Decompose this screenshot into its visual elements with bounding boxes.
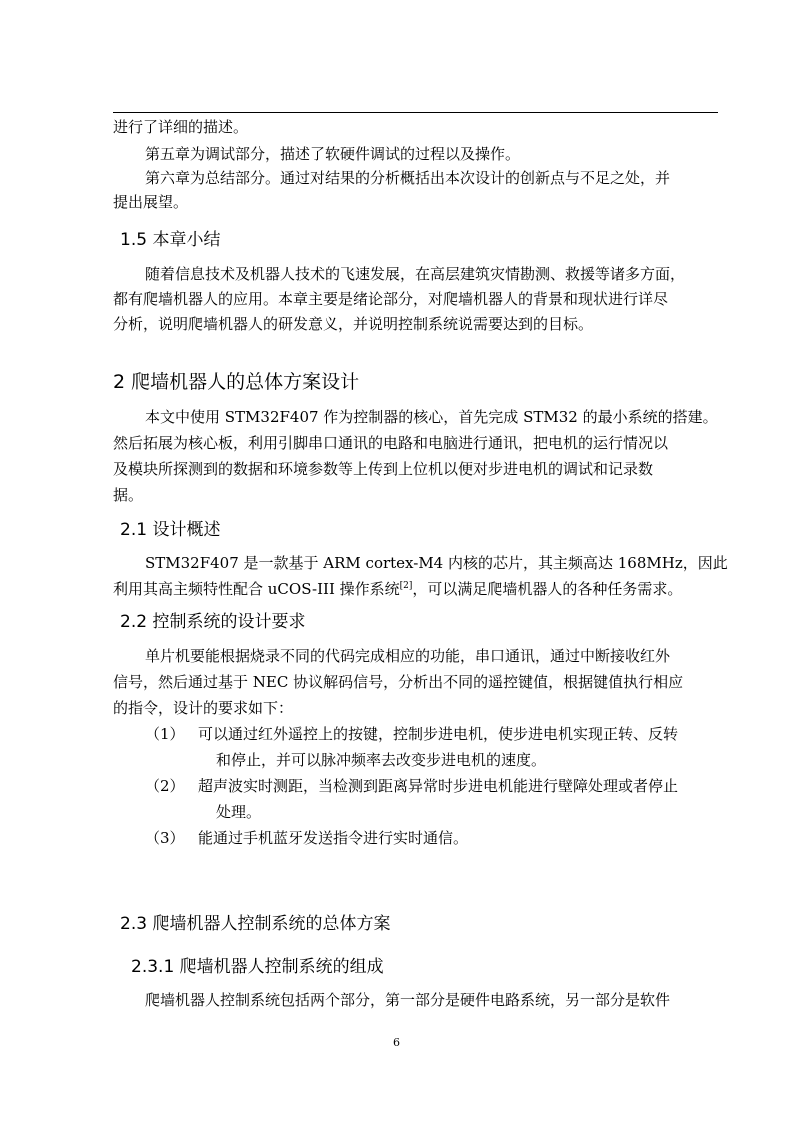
paragraph-line: 随着信息技术及机器人技术的飞速发展，在高层建筑灾情勘测、救援等诸多方面， — [145, 265, 686, 283]
section-heading: 2.3 爬墙机器人控制系统的总体方案 — [120, 914, 391, 934]
list-item-text: 和停止，并可以脉冲频率去改变步进电机的速度。 — [216, 751, 547, 769]
section-heading: 2.2 控制系统的设计要求 — [120, 612, 306, 632]
paragraph-line: 都有爬墙机器人的应用。本章主要是绪论部分，对爬墙机器人的背景和现状进行详尽 — [113, 290, 669, 308]
paragraph-line: 进行了详细的描述。 — [113, 118, 249, 136]
chapter-heading: 2 爬墙机器人的总体方案设计 — [113, 371, 360, 393]
paragraph-line: 爬墙机器人控制系统包括两个部分，第一部分是硬件电路系统，另一部分是软件 — [145, 991, 671, 1009]
list-item-text: 处理。 — [216, 803, 262, 821]
subsection-heading: 2.3.1 爬墙机器人控制系统的组成 — [131, 957, 384, 977]
paragraph-line: 单片机要能根据烧录不同的代码完成相应的功能，串口通讯，通过中断接收红外 — [145, 647, 671, 665]
paragraph-line: 本文中使用 STM32F407 作为控制器的核心，首先完成 STM32 的最小系统的搭建。 — [145, 408, 718, 426]
paragraph-line: 第六章为总结部分。通过对结果的分析概括出本次设计的创新点与不足之处，并 — [145, 169, 671, 187]
paragraph-line: 分析，说明爬墙机器人的研发意义，并说明控制系统说需要达到的目标。 — [113, 315, 594, 333]
list-item-text: 能通过手机蓝牙发送指令进行实时通信。 — [198, 829, 469, 847]
paragraph-line: STM32F407 是一款基于 ARM cortex-M4 内核的芯片，其主频高达 168MHz，因此 — [145, 554, 728, 572]
list-item-text: 超声波实时测距，当检测到距离异常时步进电机能进行壁障处理或者停止 — [198, 777, 679, 795]
header-rule — [113, 112, 718, 113]
list-item-text: 可以通过红外遥控上的按键，控制步进电机，使步进电机实现正转、反转 — [198, 725, 679, 743]
list-item-number: （2） — [145, 777, 185, 795]
list-item-number: （3） — [145, 829, 185, 847]
paragraph-text: 利用其高主频特性配合 uCOS-III 操作系统 — [113, 580, 400, 598]
paragraph-line: 第五章为调试部分，描述了软硬件调试的过程以及操作。 — [145, 145, 521, 163]
paragraph-line: 的指令，设计的要求如下： — [113, 699, 294, 717]
paragraph-text: ，可以满足爬墙机器人的各种任务需求。 — [412, 580, 683, 598]
paragraph-line: 然后拓展为核心板，利用引脚串口通讯的电路和电脑进行通讯，把电机的运行情况以 — [113, 434, 669, 452]
citation-reference: [2] — [399, 581, 413, 591]
section-heading: 2.1 设计概述 — [120, 520, 221, 540]
paragraph-line — [113, 579, 682, 602]
paragraph-line: 提出展望。 — [113, 193, 189, 211]
page-number: 6 — [393, 1036, 400, 1049]
paragraph-line: 及模块所探测到的数据和环境参数等上传到上位机以便对步进电机的调试和记录数 — [113, 460, 654, 478]
paragraph-line: 据。 — [113, 486, 144, 504]
paragraph-line: 信号，然后通过基于 NEC 协议解码信号，分析出不同的遥控键值，根据键值执行相应 — [113, 673, 684, 691]
list-item-number: （1） — [145, 725, 185, 743]
section-heading: 1.5 本章小结 — [120, 230, 221, 250]
